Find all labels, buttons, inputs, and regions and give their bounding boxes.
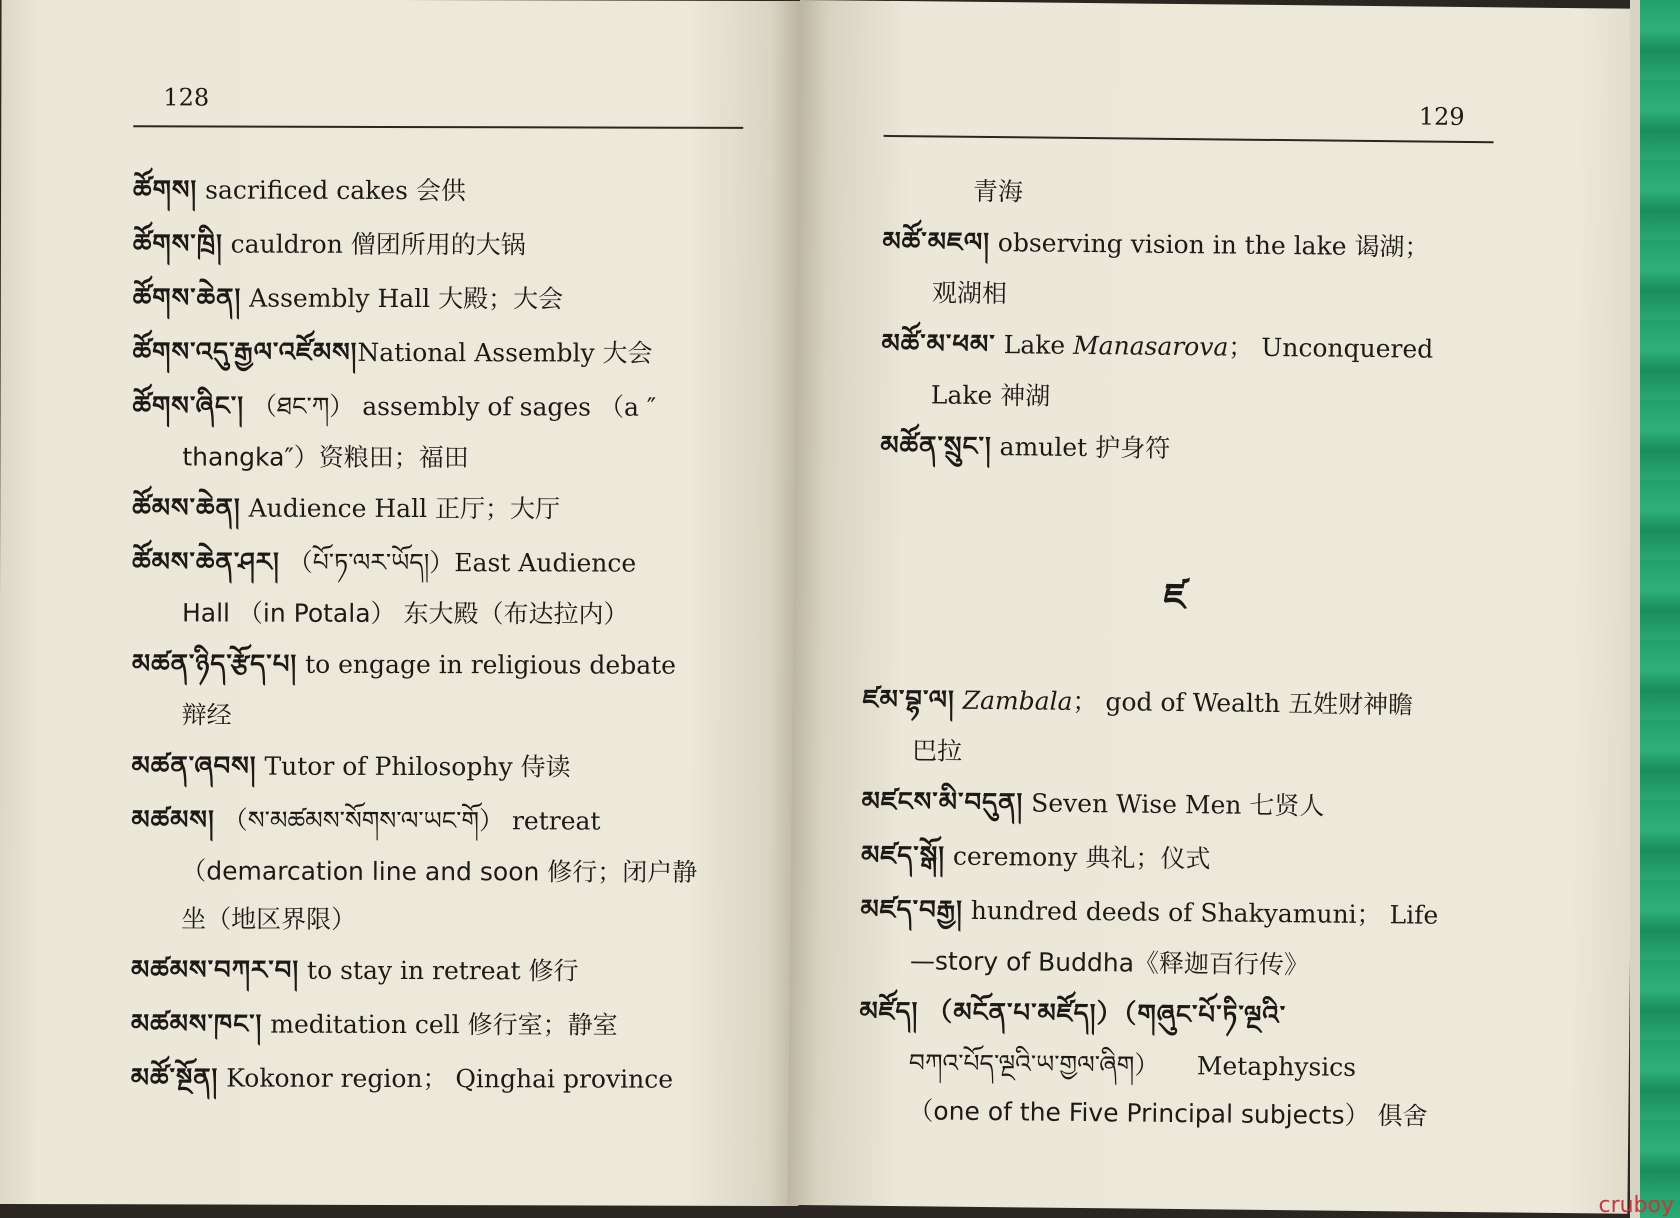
continuation-line: （demarcation line and soon 修行；闭户静 (181, 856, 698, 887)
english-gloss: Seven Wise Men (1031, 788, 1242, 820)
chinese-gloss: 护身符 (1095, 433, 1171, 463)
continuation-line: Lake 神湖 (930, 380, 1051, 411)
entry (861, 829, 1439, 889)
tibetan-headword: མཚམས། (131, 805, 215, 836)
continuation-line: བཀའ་པོད་ལྔའི་ཡ་གྱལ་ཞིག） Metaphysics (908, 1048, 1357, 1082)
entry (131, 943, 697, 998)
page-number-right: 129 (1418, 102, 1465, 131)
tibetan-headword: ཚོགས་འདུ་རྒྱལ་འཛོམས། (132, 337, 358, 368)
entry (132, 535, 698, 638)
continuation-line: （one of the Five Principal subjects） 俱舍 (908, 1096, 1428, 1131)
tibetan-gloss: （མངོན་པ་མཛོད།）（གཞུང་པོ་ཏི་ལྔའི་ (926, 997, 1287, 1032)
entry (862, 673, 1441, 781)
english-gloss: cauldron (230, 229, 343, 259)
english-gloss: Kokonor region； Qinghai province (226, 1063, 674, 1094)
left-page (0, 0, 802, 1206)
continuation-line: thangka″）资粮田；福田 (182, 442, 469, 473)
entry (861, 775, 1439, 835)
entry (131, 1051, 697, 1106)
tibetan-headword: མཚམས་བཀར་བ། (130, 955, 300, 986)
header-rule-left (133, 125, 743, 129)
english-gloss: to engage in religious debate (305, 649, 677, 680)
english-gloss: Lake (1003, 330, 1066, 360)
entry (132, 637, 698, 740)
continuation-line: Hall （in Potala） 东大殿（布达拉内） (181, 598, 629, 629)
page-number-left: 128 (163, 83, 210, 112)
english-gloss: to stay in retreat (307, 955, 521, 986)
english-gloss: Tutor of Philosophy (264, 751, 513, 782)
tibetan-headword: ཚོགས་ཞིང་། (132, 391, 245, 422)
entry (881, 317, 1434, 425)
english-gloss: hundred deeds of Shakyamuni； Life (970, 895, 1439, 930)
entry (131, 793, 697, 944)
english-gloss: （པོ་ཏ་ལར་ཡོད།）East Audience (287, 547, 637, 578)
english-gloss: amulet (999, 432, 1088, 463)
english-gloss: （ས་མཚམས་སོགས་ལ་ཡང་གོ） retreat (222, 805, 601, 836)
entry (132, 379, 698, 482)
italic-term: Manasarova (1072, 330, 1229, 362)
chinese-gloss: 僧团所用的大锅 (350, 229, 526, 260)
tibetan-headword: མཚན་ཞབས། (131, 751, 257, 782)
entry (131, 997, 697, 1052)
english-gloss: observing vision in the lake (997, 228, 1347, 261)
entry (883, 167, 1435, 221)
chinese-gloss: 侍读 (520, 752, 571, 782)
entry (133, 163, 699, 218)
continuation-line: 辩经 (181, 700, 232, 730)
english-gloss: ； god of Wealth (1072, 686, 1281, 719)
watermark: cruboy (1598, 1193, 1674, 1218)
entries-right-bottom (858, 673, 1441, 1141)
chinese-gloss: 谒湖； (1354, 231, 1430, 262)
italic-term: Zambala (962, 685, 1073, 716)
english-gloss: Audience Hall (248, 493, 428, 524)
tibetan-headword: མཚོ་སྔོན། (130, 1063, 219, 1094)
chinese-gloss: 会供 (415, 176, 466, 206)
tibetan-headword: མཛད་སྒོ། (860, 840, 946, 872)
tibetan-headword: མཚན་ཉིད་རྩོད་པ། (131, 649, 298, 680)
entry (133, 325, 699, 380)
entries-right-top (880, 167, 1435, 479)
tibetan-headword: ཛམ་བྷ་ལ། (862, 684, 955, 716)
english-gloss: Assembly Hall (249, 283, 431, 314)
right-page (787, 0, 1640, 1214)
chinese-gloss: 五姓财神瞻 (1287, 689, 1414, 720)
tibetan-headword: མཚོ་མ་ཕམ་ (881, 328, 996, 361)
entry (880, 419, 1432, 479)
chinese-gloss: 七贤人 (1249, 790, 1325, 821)
tibetan-headword: མཛངས་མི་བདུན། (861, 786, 1024, 819)
entry (133, 217, 699, 272)
tibetan-headword: ཚོམས་ཆེན། (132, 493, 241, 524)
english-gloss: （ཐང་ཀ） assembly of sages （a ″ (251, 391, 657, 422)
tibetan-headword: མཛད་བརྒྱ། (860, 894, 964, 926)
tibetan-headword: ཚོམས་ཆེན་ཤར། (132, 547, 280, 578)
tibetan-headword: མཚོན་སྲུང་། (880, 430, 992, 463)
tibetan-headword: མཚམས་ཁང་། (130, 1009, 263, 1040)
entries-left (131, 163, 699, 1106)
english-gloss: National Assembly (357, 337, 595, 368)
chinese-gloss: 正厅；大厅 (435, 494, 561, 524)
tibetan-headword: ཚོགས་ཁྲི། (132, 229, 223, 260)
tibetan-headword: མཛོད། (859, 996, 919, 1028)
english-gloss: ceremony (952, 841, 1078, 872)
entry (882, 215, 1435, 323)
english-gloss: meditation cell (270, 1009, 460, 1040)
header-rule-right (884, 135, 1494, 143)
entry (860, 883, 1439, 991)
tibetan-headword: ཚོགས། (133, 175, 198, 206)
entry (133, 271, 699, 326)
entry (131, 739, 697, 794)
continuation-line: 坐（地区界限） (181, 904, 357, 934)
page-edge-shadow (1630, 0, 1640, 1218)
english-gloss-cont: ； Unconquered (1228, 332, 1434, 364)
tibetan-headword: མཚོ་མཇལ། (882, 226, 991, 259)
continuation-line: 观湖相 (931, 278, 1008, 309)
entry (858, 985, 1437, 1141)
section-letter: ཛ (1163, 576, 1186, 619)
continuation-line: 青海 (972, 176, 1024, 207)
continuation-line: —story of Buddha《释迦百行传》 (909, 946, 1310, 980)
english-gloss: sacrificed cakes (205, 175, 409, 206)
book-edge (1640, 0, 1680, 1218)
chinese-gloss: 修行室；静室 (467, 1010, 618, 1040)
chinese-gloss: 大会 (602, 338, 653, 368)
chinese-gloss: 典礼；仪式 (1085, 843, 1211, 874)
chinese-gloss: 修行 (528, 956, 579, 986)
tibetan-headword: ཚོགས་ཆེན། (132, 283, 242, 314)
chinese-gloss: 大殿；大会 (438, 284, 564, 314)
continuation-line: 巴拉 (911, 736, 963, 766)
entry (132, 481, 698, 536)
